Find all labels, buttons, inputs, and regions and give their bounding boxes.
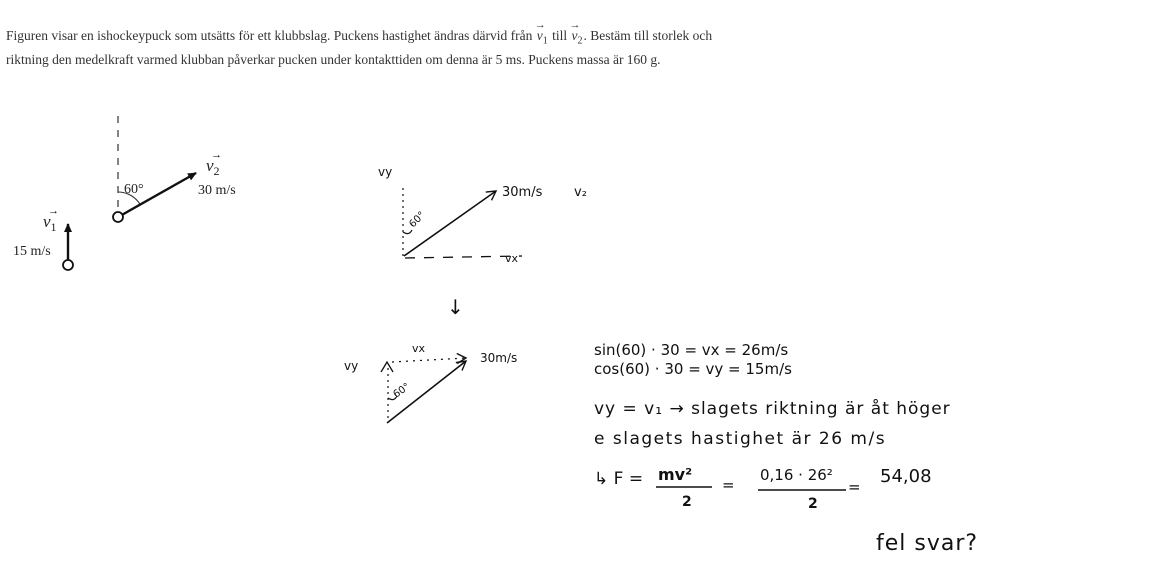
vector-v2-inline: → $v_2$: [571, 27, 584, 51]
v2-symbol: $v_2$: [206, 156, 220, 178]
sketch-1: [378, 165, 587, 265]
sketch2-speed-label: 30m/s: [480, 351, 518, 365]
sketch1-speed-label: 30m/s: [502, 185, 543, 200]
v1-vector-arrow-icon: →: [48, 205, 59, 217]
puck-circle-v1: [63, 260, 73, 270]
v2-vector-arrow-icon: →: [211, 149, 222, 161]
note-line-3: vy = v₁ → slagets riktning är åt höger: [594, 399, 951, 419]
note-equals-2: =: [848, 478, 861, 496]
sketch2-vx-axis: [392, 358, 466, 362]
sketch1-vx-label: vx: [505, 252, 519, 265]
vector-v1-inline: → $v_1$: [536, 27, 549, 51]
angle-label: 60°: [124, 182, 144, 197]
sketch2-angle-label: 60°: [391, 381, 413, 401]
note-question: fel svar?: [876, 531, 979, 556]
v1-symbol: $v_1$: [43, 212, 57, 234]
sketch1-vy-label: vy: [378, 165, 393, 179]
note-line-2: cos(60) · 30 = vy = 15m/s: [594, 360, 792, 378]
problem-text-part: . Bestäm till storlek och riktning den medelkraft varmed klubban påverkar pucken under kontakttiden om denna är 5 ms. Puckens massa är 160 g.: [6, 28, 713, 67]
note-result: 54,08: [880, 466, 932, 487]
handwritten-notes: [594, 341, 978, 556]
sketch2-vy-arrowhead: [381, 362, 393, 372]
puck-circle-v2: [113, 212, 123, 222]
v2-speed: 30 m/s: [198, 183, 236, 198]
sketch1-angle-arc: [403, 230, 412, 234]
note-frac1-denominator: 2: [682, 494, 692, 510]
v1-speed: 15 m/s: [13, 244, 51, 259]
sketch2-vy-label: vy: [344, 359, 359, 373]
sketch2-vx-label: vx: [412, 342, 426, 355]
note-line-4: e slagets hastighet är 26 m/s: [594, 429, 887, 449]
note-line-1: sin(60) · 30 = vx = 26m/s: [594, 341, 789, 359]
note-equals-1: =: [722, 476, 735, 494]
note-frac1-numerator: mv²: [658, 465, 693, 484]
sketch1-angle-label: 60°: [407, 209, 428, 231]
note-frac2-numerator: 0,16 · 26²: [760, 466, 833, 484]
sketch-2: [344, 342, 517, 423]
problem-text-part: till: [548, 28, 571, 43]
note-formula-prefix: ↳ F =: [594, 469, 644, 489]
down-arrow-icon: ↓: [447, 295, 464, 319]
problem-text-part: Figuren visar en ishockeypuck som utsätts för ett klubbslag. Puckens hastighet ändras därvid från: [6, 28, 536, 43]
puck-figure: [13, 116, 236, 270]
sketch1-vector-label: v₂: [574, 185, 587, 200]
note-frac2-denominator: 2: [808, 496, 818, 512]
